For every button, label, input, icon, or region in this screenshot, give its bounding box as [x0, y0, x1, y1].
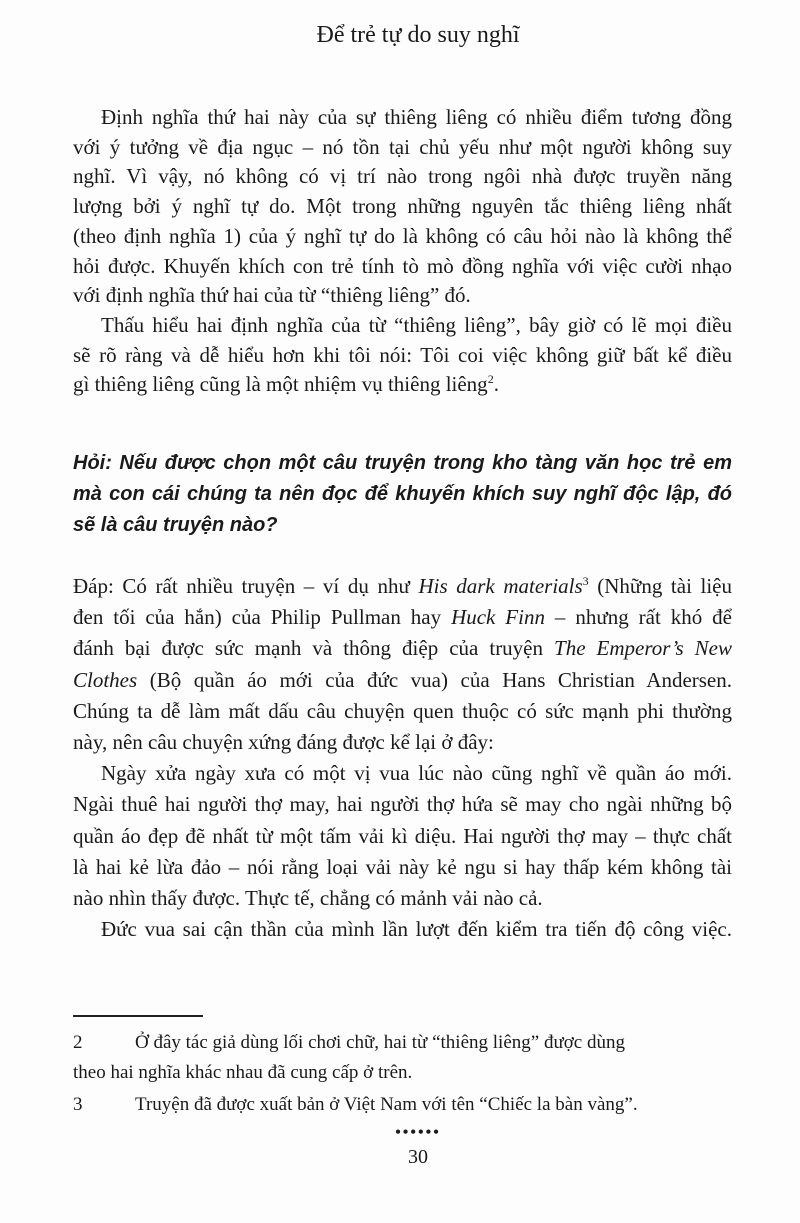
text-line — [73, 370, 732, 400]
text-line — [73, 789, 732, 820]
text-run: (Bộ quần áo mới của đức vua) của Hans Christian Andersen. — [137, 667, 732, 692]
text-line — [73, 727, 732, 758]
text-run: Hỏi: Nếu được chọn một câu truyện trong kho tàng văn học trẻ em — [73, 452, 732, 474]
text-line — [73, 222, 732, 252]
text-run: với định nghĩa thứ hai của từ “thiêng liêng” đó. — [73, 283, 471, 308]
text-run: đánh bại được sức mạnh và thông điệp của truyện — [73, 636, 555, 661]
footnote-2 — [73, 1028, 673, 1088]
page-number: 30 — [408, 1146, 428, 1168]
text-line — [73, 252, 732, 282]
footnote-ref: 2 — [487, 372, 494, 387]
text-run: (theo định nghĩa 1) của ý nghĩ tự do là không có câu hỏi nào là không thể — [73, 223, 732, 248]
text-line — [73, 133, 732, 163]
text-line — [73, 341, 732, 371]
footnote-3 — [73, 1090, 673, 1120]
text-line — [73, 852, 732, 883]
text-line — [73, 821, 732, 852]
question — [73, 448, 732, 541]
text-run: (Những tài liệu — [588, 574, 733, 598]
text-run: quần áo đẹp đẽ nhất từ một tấm vải kì diệu. Hai người thợ may – thực chất — [73, 823, 732, 848]
text-line — [73, 311, 732, 341]
footnote-text: Ở đây tác giả dùng lối chơi chữ, hai từ “thiêng liêng” được dùng — [135, 1032, 625, 1053]
text-run: Ngài thuê hai người thợ may, hai người thợ hứa sẽ may cho ngài những bộ — [73, 792, 732, 817]
italic-title: Huck Finn — [451, 605, 545, 630]
text-run: hỏi được. Khuyến khích con trẻ tính tò mò đồng nghĩa với việc cười nhạo — [73, 253, 732, 278]
italic-title: The Emperor’s New — [554, 636, 733, 661]
text-line — [73, 510, 732, 541]
text-run: . — [493, 372, 499, 397]
text-run: lượng bởi ý nghĩ tự do. Một trong những nguyên tắc thiêng liêng nhất — [73, 194, 732, 219]
text-run: gì thiêng liêng cũng là một nhiệm vụ thiêng liêng — [73, 372, 488, 397]
body-paragraphs — [73, 103, 732, 400]
text-run: Thấu hiểu hai định nghĩa của từ “thiêng liêng”, bây giờ có lẽ mọi điều — [101, 312, 732, 337]
text-line — [73, 162, 732, 192]
text-line — [73, 883, 732, 914]
text-run: nào nhìn thấy được. Thực tế, chẳng có mảnh vải nào cả. — [73, 886, 543, 911]
text-run: Đáp: Có rất nhiều truyện – ví dụ như — [73, 574, 419, 598]
text-run: Ngày xửa ngày xưa có một vị vua lúc nào cũng nghĩ về quần áo mới. — [101, 761, 732, 786]
text-run: sẽ là câu truyện nào? — [73, 514, 278, 536]
text-line — [73, 758, 732, 789]
text-run: sẽ rõ ràng và dễ hiểu hơn khi tôi nói: Tôi coi việc không giữ bất kể điều — [73, 342, 732, 367]
text-line — [73, 665, 732, 696]
italic-title: His dark materials — [418, 574, 583, 598]
text-run: nghĩ. Vì vậy, nó không có vị trí nào trong ngôi nhà được truyền năng — [73, 164, 732, 189]
text-line — [73, 914, 732, 945]
footnote-ref: 3 — [582, 574, 589, 588]
answer — [73, 571, 732, 945]
text-run: là hai kẻ lừa đảo – nói rằng loại vải này kẻ ngu si hay thấp kém không tài — [73, 854, 732, 879]
footnote-divider — [73, 1015, 203, 1017]
text-line — [73, 602, 732, 633]
ornament-dots: •••••• — [395, 1124, 441, 1141]
text-line — [73, 479, 732, 510]
text-line — [73, 571, 732, 602]
text-run: này, nên câu chuyện xứng đáng được kể lại ở đây: — [73, 730, 494, 755]
footnote-number: 2 — [73, 1032, 83, 1053]
text-line — [73, 633, 732, 664]
text-run: với ý tưởng về địa ngục – nó tồn tại chủ yếu như một người không suy — [73, 134, 732, 159]
italic-title: Clothes — [73, 667, 138, 692]
text-run: – nhưng rất khó để — [544, 605, 732, 630]
text-run: Định nghĩa thứ hai này của sự thiêng liêng có nhiều điểm tương đồng — [101, 105, 732, 129]
text-line — [73, 281, 732, 311]
text-run: mà con cái chúng ta nên đọc để khuyến khích suy nghĩ độc lập, đó — [73, 483, 732, 505]
text-run: Chúng ta dễ làm mất dấu câu chuyện quen thuộc có sức mạnh phi thường — [73, 698, 732, 723]
footnote-number: 3 — [73, 1094, 83, 1115]
text-line — [73, 192, 732, 222]
text-run: Đức vua sai cận thần của mình lần lượt đến kiểm tra tiến độ công việc. — [101, 917, 732, 942]
text-line — [73, 103, 732, 133]
text-line — [73, 448, 732, 479]
footnote-text: theo hai nghĩa khác nhau đã cung cấp ở trên. — [73, 1062, 413, 1083]
footnote-text: Truyện đã được xuất bản ở Việt Nam với tên “Chiếc la bàn vàng”. — [135, 1094, 638, 1115]
text-line — [73, 696, 732, 727]
text-run: đen tối của hắn) của Philip Pullman hay — [73, 605, 452, 630]
running-header: Để trẻ tự do suy nghĩ — [316, 22, 520, 48]
